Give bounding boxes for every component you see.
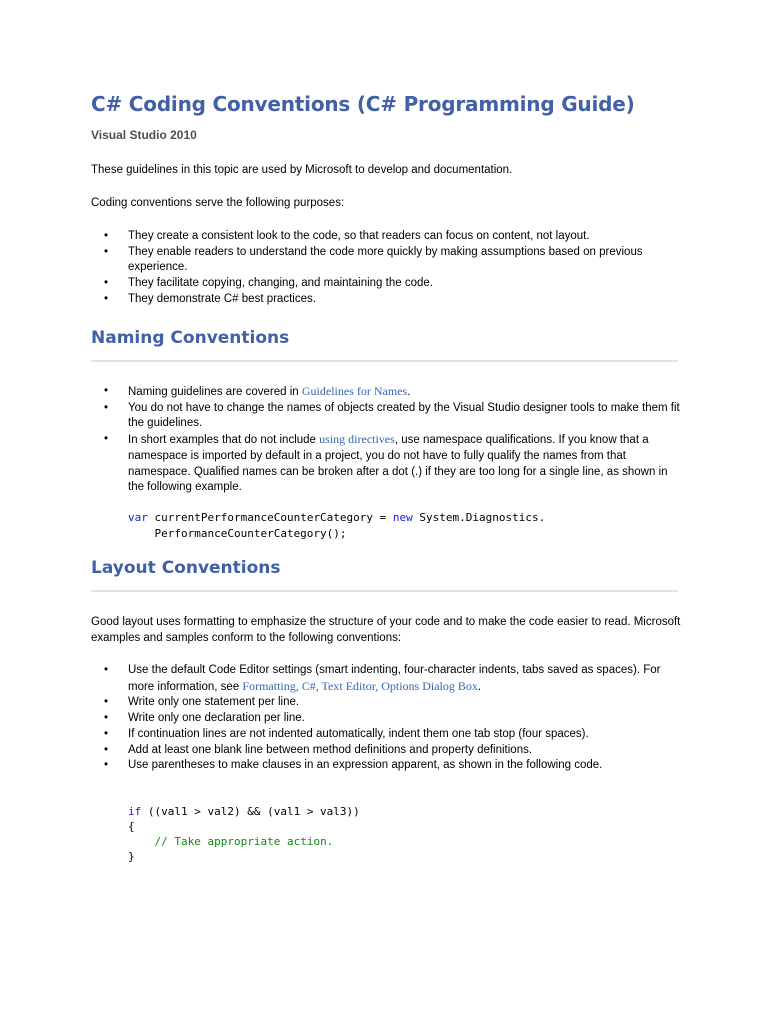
page-subtitle: Visual Studio 2010 — [91, 128, 197, 142]
section-divider — [91, 360, 678, 362]
layout-list — [91, 663, 681, 774]
using-directives-link[interactable]: using directives — [319, 432, 395, 447]
code-text — [128, 835, 155, 848]
purposes-paragraph: Coding conventions serve the following purposes: — [91, 197, 345, 209]
page-title: C# Coding Conventions (C# Programming Guide) — [91, 92, 635, 116]
list-item: • They demonstrate C# best practices. — [91, 292, 681, 308]
list-item — [91, 384, 681, 401]
list-item: • You do not have to change the names of objects created by the Visual Studio designer tools to make them fit the guidelines. — [91, 401, 681, 432]
list-text: . — [407, 386, 411, 398]
naming-code-sample — [128, 510, 545, 542]
list-text: In short examples that do not include — [128, 434, 320, 447]
code-text: } — [128, 850, 135, 863]
intro-paragraph: These guidelines in this topic are used by Microsoft to develop and documentation. — [91, 164, 513, 176]
guidelines-for-names-link[interactable]: Guidelines for Names — [301, 384, 408, 398]
section-divider — [91, 590, 678, 592]
code-text: ((val1 > val2) && (val1 > val3)) — [141, 805, 360, 818]
code-keyword: new — [392, 511, 413, 524]
list-item: • Write only one declaration per line. — [91, 711, 681, 727]
code-text: PerformanceCounterCategory(); — [128, 527, 347, 540]
layout-conventions-heading: Layout Conventions — [91, 558, 281, 578]
code-text: { — [128, 820, 135, 833]
naming-conventions-heading: Naming Conventions — [91, 328, 290, 348]
list-text: , use namespace qualifications. If you know that a namespace is imported by default in a project, you do not have to fully qualify the names from that namespace. Qualified names can be broken after a dot (.) if they are too long for a single line, as shown in the following example. — [128, 434, 668, 494]
list-text: Naming guidelines are covered in — [128, 386, 302, 398]
list-text: Use the default Code Editor settings (smart indenting, four-character indents, tabs saved as spaces). For more information, see — [128, 664, 661, 693]
list-text: . — [477, 680, 482, 693]
layout-code-sample — [128, 804, 360, 864]
list-item: • If continuation lines are not indented automatically, indent them one tab stop (four spaces). — [91, 727, 681, 743]
list-item: • Add at least one blank line between method definitions and property definitions. — [91, 743, 681, 759]
naming-list — [91, 384, 681, 496]
code-comment: // Take appropriate action. — [154, 835, 334, 848]
code-text: currentPerformanceCounterCategory = — [147, 511, 393, 524]
list-item: • They facilitate copying, changing, and maintaining the code. — [91, 276, 681, 292]
purposes-list — [91, 229, 681, 308]
code-keyword: if — [128, 805, 142, 818]
layout-paragraph: Good layout uses formatting to emphasize the structure of your code and to make the code easier to read. Microsoft examples and samples conform to the following conventions: — [91, 616, 681, 644]
list-item: • Write only one statement per line. — [91, 695, 681, 711]
list-item — [91, 663, 681, 695]
formatting-options-link[interactable]: Formatting, C#, Text Editor, Options Dialog Box — [242, 678, 478, 693]
list-item: • They create a consistent look to the code, so that readers can focus on content, not layout. — [91, 229, 681, 245]
list-item: • Use parentheses to make clauses in an expression apparent, as shown in the following code. — [91, 758, 681, 774]
code-text: System.Diagnostics. — [412, 511, 546, 524]
list-item — [91, 432, 681, 496]
list-item: • They enable readers to understand the code more quickly by making assumptions based on previous experience. — [91, 245, 681, 276]
code-keyword: var — [128, 511, 148, 524]
